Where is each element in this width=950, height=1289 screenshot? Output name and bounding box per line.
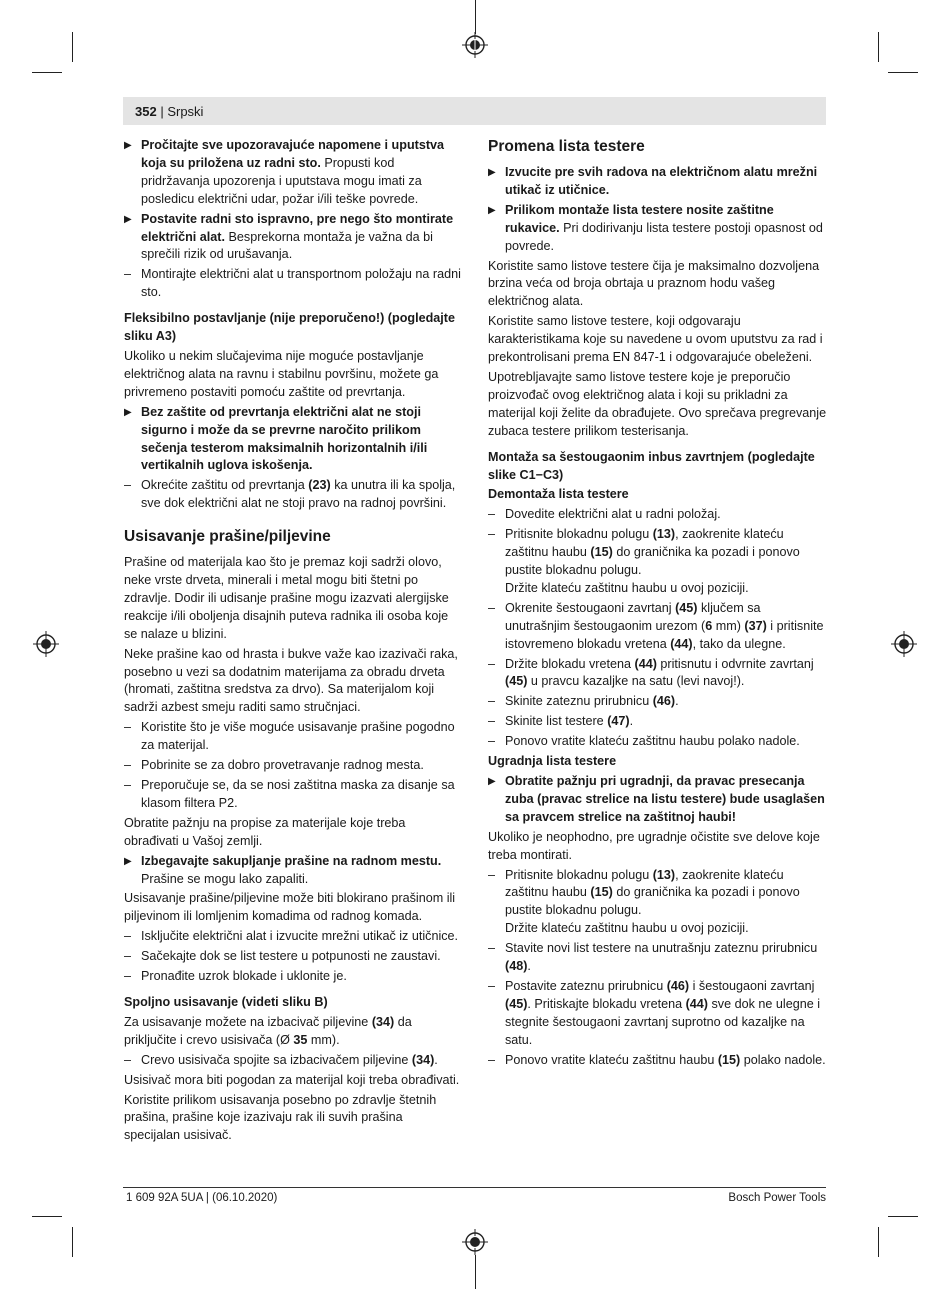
paragraph: Usisavanje prašine/piljevine može biti blokirano prašinom ili piljevinom ili lomljenim komadima od radnog komada. xyxy=(124,891,456,924)
page-header-bar xyxy=(123,97,826,125)
dash-list-item xyxy=(488,733,828,751)
subsection-heading: Ugradnja lista testere xyxy=(488,754,617,769)
triangle-arrow-icon: ▶ xyxy=(124,213,132,225)
paragraph: Prašine od materijala kao što je premaz koji sadrži olovo, neke vrste drveta, minerali i metal mogu biti štetni po zdravlje. Dodir ili udisanje prašine mogu izazvati alergijske reakcije i/ili oboljenja disajnih puteva radnika ili osoba koje se nalaze u blizini. xyxy=(124,555,449,641)
dash-list-item xyxy=(124,757,462,775)
warning-bold-text: Pročitajte sve upozoravajuće napomene i uputstva koja su priložena uz radni sto. xyxy=(141,138,445,170)
paragraph: Neke prašine kao od hrasta i bukve važe kao izazivači raka, posebno u vezi sa dodatnim materijama za obradu drveta (hromati, zaštitna sredstva za drvo). Sa materijalom koji sadrži azbest smeju raditi samo stručnjaci. xyxy=(124,646,458,715)
paragraph: Ukoliko je neophodno, pre ugradnje očistite sve delove koje treba montirati. xyxy=(488,829,820,862)
section-heading: Usisavanje prašine/piljevine xyxy=(124,528,331,546)
dash-list-item xyxy=(488,867,828,939)
subsection-heading: Fleksibilno postavljanje (nije preporučeno!) (pogledajte sliku A3) xyxy=(124,311,455,344)
page-header xyxy=(135,104,203,120)
warning-list-item xyxy=(124,211,462,265)
header-language: Srpski xyxy=(167,104,204,119)
dash-bullet: – xyxy=(124,929,132,944)
dash-bullet: – xyxy=(124,478,132,493)
triangle-arrow-icon: ▶ xyxy=(124,855,132,867)
crop-mark xyxy=(72,32,73,62)
dash-bullet: – xyxy=(488,978,496,993)
list-item-text: Pronađite uzrok blokade i uklonite je. xyxy=(141,969,347,984)
dash-list-item xyxy=(124,477,462,513)
crosshair-registration-icon xyxy=(462,1229,488,1255)
triangle-arrow-icon: ▶ xyxy=(124,140,132,151)
crop-mark xyxy=(32,72,62,73)
list-item-text: Ponovo vratite klateću zaštitnu haubu polako nadole. xyxy=(505,734,800,749)
footer-doc-id: 1 609 92A 5UA | (06.10.2020) xyxy=(126,1192,278,1204)
list-item-text: Preporučuje se, da se nosi zaštitna maska za disanje sa klasom filtera P2. xyxy=(141,778,455,810)
dash-bullet: – xyxy=(488,507,496,522)
dash-list-item xyxy=(488,713,828,731)
warning-detail-text: Propusti kod pridržavanja upozorenja i uputstava mogu imati za posledicu električni udar, požar i/ili teške povrede. xyxy=(141,155,422,206)
triangle-arrow-icon: ▶ xyxy=(124,406,132,418)
warning-list-item xyxy=(488,202,828,256)
list-item-text: Isključite električni alat i izvucite mrežni utikač iz utičnice. xyxy=(141,929,459,944)
list-item-text: Pritisnite blokadnu polugu (13), zaokrenite klateću zaštitnu haubu (15) do graničnika ka pozadi i ponovo pustite blokadnu polugu. Držite klateću zaštitnu haubu u ovoj poziciji. xyxy=(505,527,800,595)
dash-list-item xyxy=(124,1052,462,1070)
warning-list-item xyxy=(488,773,828,827)
paragraph: Upotrebljavajte samo listove testere koje je preporučio proizvođač ovog električnog alata i koji su prikladni za materijal koji želite da obrađujete. Ovo sprečava pregrevanje zubaca testere prilikom testerisanja. xyxy=(488,369,827,438)
warning-bold-text: Izvucite pre svih radova na električnom alatu mrežni utikač iz utičnice. xyxy=(505,165,818,197)
paragraph: Za usisavanje možete na izbacivač piljevine (34) da priključite i crevo usisivača (Ø 35 mm). xyxy=(124,1014,412,1047)
list-item-text: Skinite zateznu prirubnicu (46). xyxy=(505,694,679,709)
subsection-heading: Montaža sa šestougaonim inbus zavrtnjem (pogledajte slike C1−C3) xyxy=(488,449,815,482)
paragraph: Obratite pažnju na propise za materijale koje treba obrađivati u Vašoj zemlji. xyxy=(124,815,406,848)
list-item-text: Montirajte električni alat u transportnom položaju na radni sto. xyxy=(141,267,461,300)
paragraph: Ukoliko u nekim slučajevima nije moguće postavljanje električnog alata na ravnu i stabilnu površinu, možete ga privremeno postaviti pomoću zaštite od prevrtanja. xyxy=(124,348,439,399)
crop-mark xyxy=(888,1216,918,1217)
dash-list-item xyxy=(488,940,828,976)
dash-bullet: – xyxy=(488,656,496,671)
dash-bullet: – xyxy=(124,969,132,984)
dash-list-item xyxy=(124,968,462,986)
paragraph: Usisivač mora biti pogodan za materijal koji treba obrađivati. xyxy=(124,1072,460,1087)
paragraph: Koristite prilikom usisavanja posebno po zdravlje štetnih prašina, prašine koje izazivaju rak ili suvih prašina specijalan usisivač. xyxy=(124,1092,437,1143)
dash-bullet: – xyxy=(488,867,496,882)
dash-bullet: – xyxy=(488,941,496,956)
list-item-text: Okrećite zaštitu od prevrtanja (23) ka unutra ili ka spolja, sve dok električni alat ne stoji pravo na radnoj površini. xyxy=(141,478,456,511)
header-separator: | xyxy=(156,104,168,119)
warning-detail-text: Prašine se mogu lako zapaliti. xyxy=(141,871,309,886)
dash-bullet: – xyxy=(124,720,132,735)
dash-list-item xyxy=(488,1052,828,1070)
dash-bullet: – xyxy=(488,600,496,615)
dash-bullet: – xyxy=(124,1052,132,1067)
dash-list-item xyxy=(488,506,828,524)
dash-list-item xyxy=(124,266,462,302)
list-item-text: Crevo usisivača spojite sa izbacivačem piljevine (34). xyxy=(141,1052,438,1067)
triangle-arrow-icon: ▶ xyxy=(488,204,496,216)
section-heading: Promena lista testere xyxy=(488,138,645,155)
page-number: 352 xyxy=(135,104,157,119)
list-item-text: Okrenite šestougaoni zavrtanj (45) ključem sa unutrašnjim šestougaonim urezom (6 mm) (37) i pritisnite istovremeno blokadu vretena (44), tako da ulegne. xyxy=(505,600,824,651)
triangle-arrow-icon: ▶ xyxy=(488,167,496,178)
list-item-text: Koristite što je više moguće usisavanje prašine pogodno za materijal. xyxy=(141,720,455,753)
crop-mark xyxy=(72,1227,73,1257)
crop-mark xyxy=(878,1227,879,1257)
dash-bullet: – xyxy=(488,714,496,729)
warning-list-item xyxy=(488,164,828,200)
list-item-text: Dovedite električni alat u radni položaj. xyxy=(505,507,721,522)
crop-mark xyxy=(475,0,476,34)
warning-bold-text: Obratite pažnju pri ugradnji, da pravac presecanja zuba (pravac strelice na listu testere) bude usaglašen sa pravcem strelice na zaštitnoj haubi! xyxy=(505,774,825,824)
dash-bullet: – xyxy=(488,734,496,749)
footer-rule xyxy=(123,1187,826,1188)
dash-bullet: – xyxy=(488,527,496,542)
crop-mark xyxy=(878,32,879,62)
dash-bullet: – xyxy=(124,778,132,792)
warning-bold-text: Postavite radni sto ispravno, pre nego što montirate električni alat. xyxy=(141,211,454,244)
dash-list-item xyxy=(124,948,462,966)
list-item-text: Držite blokadu vretena (44) pritisnutu i odvrnite zavrtanj (45) u pravcu kazaljke na satu (levi navoj!). xyxy=(505,656,814,689)
list-item-text: Postavite zateznu prirubnicu (46) i šestougaoni zavrtanj (45). Pritiskajte blokadu vretena (44) sve dok ne ulegne i stegnite šestougaoni zavrtanj suprotno od kazaljke na satu. xyxy=(505,978,821,1047)
dash-list-item xyxy=(488,656,828,692)
list-item-text: Pritisnite blokadnu polugu (13), zaokrenite klateću zaštitnu haubu (15) do graničnika ka pozadi i ponovo pustite blokadnu polugu. Držite klateću zaštitnu haubu u ovoj poziciji. xyxy=(505,867,800,936)
dash-list-item xyxy=(488,600,828,654)
left-column xyxy=(124,137,462,1147)
crosshair-registration-icon xyxy=(462,32,488,58)
list-item-text: Skinite list testere (47). xyxy=(505,714,634,729)
warning-list-item xyxy=(124,404,462,476)
list-item-text: Sačekajte dok se list testere u potpunosti ne zaustavi. xyxy=(141,949,441,964)
crop-mark xyxy=(888,72,918,73)
subsection-heading: Spoljno usisavanje (videti sliku B) xyxy=(124,994,328,1009)
footer-brand: Bosch Power Tools xyxy=(728,1192,826,1204)
warning-bold-text: Izbegavajte sakupljanje prašine na radnom mestu. xyxy=(141,853,442,868)
dash-bullet: – xyxy=(124,267,132,282)
paragraph: Koristite samo listove testere, koji odgovaraju karakteristikama koje su navedene u ovom uputstvu za rad i prekontrolisani prema EN 847-1 i odgovarajuće obeleženi. xyxy=(488,314,823,365)
warning-list-item xyxy=(124,853,462,889)
subsection-heading: Demontaža lista testere xyxy=(488,487,629,502)
warning-detail-text: Pri dodirivanju lista testere postoji opasnost od povrede. xyxy=(505,220,823,253)
list-item-text: Ponovo vratite klateću zaštitnu haubu (15) polako nadole. xyxy=(505,1052,826,1067)
dash-bullet: – xyxy=(488,694,496,709)
dash-list-item xyxy=(124,719,462,755)
dash-bullet: – xyxy=(124,949,132,964)
crosshair-registration-icon xyxy=(891,631,917,657)
list-item-text: Stavite novi list testere na unutrašnju zateznu prirubnicu (48). xyxy=(505,941,818,974)
triangle-arrow-icon: ▶ xyxy=(488,776,496,787)
paragraph: Koristite samo listove testere čija je maksimalno dozvoljena brzina veća od broja obrtaja u praznom hodu vašeg električnog alata. xyxy=(488,258,820,309)
crop-mark xyxy=(32,1216,62,1217)
right-column xyxy=(488,137,828,1072)
list-item-text: Pobrinite se za dobro provetravanje radnog mesta. xyxy=(141,758,424,773)
warning-list-item xyxy=(124,137,462,209)
warning-detail-text: Besprekorna montaža je važna da bi sprečili rizik od urušavanja. xyxy=(141,229,433,262)
dash-list-item xyxy=(488,978,828,1050)
dash-list-item xyxy=(124,777,462,813)
warning-bold-text: Bez zaštite od prevrtanja električni alat ne stoji sigurno i može da se prevrne naročito prilikom sečenja testerom maksimalnih horizontalnih i/ili vertikalnih uglova iskošenja. xyxy=(141,404,428,473)
dash-list-item xyxy=(124,928,462,946)
crosshair-registration-icon xyxy=(33,631,59,657)
dash-list-item xyxy=(488,526,828,598)
dash-list-item xyxy=(488,693,828,711)
warning-bold-text: Prilikom montaže lista testere nosite zaštitne rukavice. xyxy=(505,202,774,235)
crop-mark xyxy=(475,1255,476,1289)
dash-bullet: – xyxy=(488,1052,496,1067)
dash-bullet: – xyxy=(124,758,132,773)
